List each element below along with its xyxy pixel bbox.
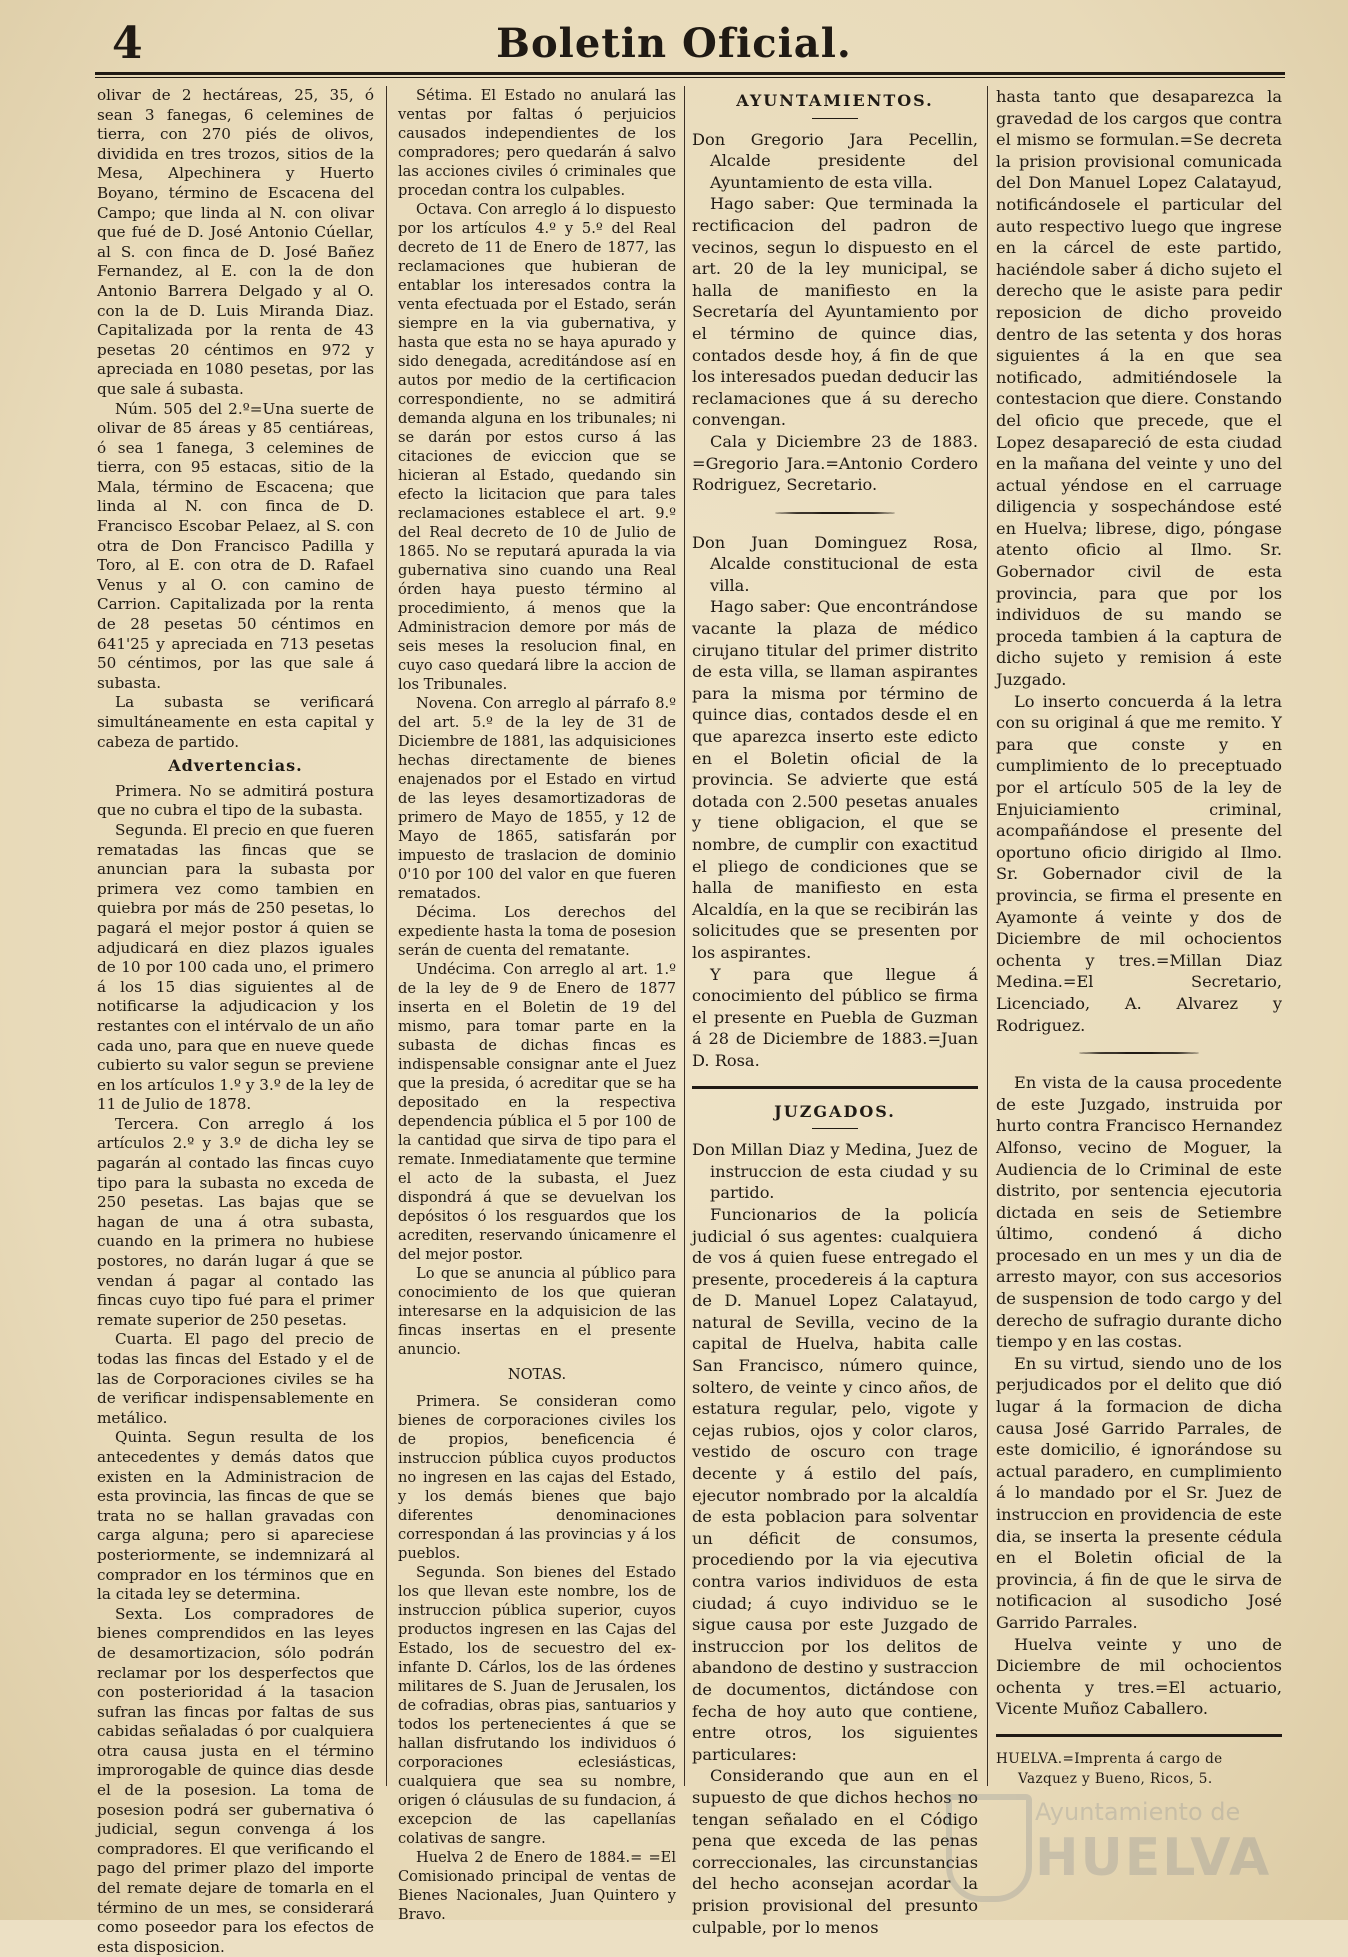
column-2 <box>398 86 676 1923</box>
edict-signature: Lo inserto concuerda á la letra con su original á que me remito. Y para que conste y en cumplimiento de lo preceptuado por el artículo 505 de la ley de Enjuiciamiento criminal, acompañándose el presente del oportuno oficio dirigido al Ilmo. Sr. Gobernador civil de la provincia, se firma el presente en Ayamonte á veinte y dos de Diciembre de mil ochocientos ochenta y tres.=Millan Diaz Medina.=El Secretario, Licenciado, A. Alvarez y Rodriguez. <box>996 691 1282 1035</box>
watermark-line: HUELVA <box>1035 1828 1272 1888</box>
column-3 <box>692 86 978 1937</box>
advertencia-item: Tercera. Con arreglo á los artículos 2.º y 3.º de dicha ley se pagarán al contado las fincas cuyo tipo para la subasta no exceda de 250 pesetas. Las bajas que se hagan de una á otra subasta, cuando en la primera no hubiese postores, no darán lugar á que se vendan á pagar al contado las fincas cuyo tipo fué para el primer remate superior de 250 pesetas. <box>97 1114 374 1329</box>
edict-body: Considerando que aun en el supuesto de que dichos hechos no tengan señalado en el Código pena que exceda de las penas correccionales, las circunstancias del hecho aconsejan acordar la prision provisional del presunto culpable, por lo menos <box>692 1766 978 1937</box>
page-title: Boletin Oficial. <box>496 20 852 67</box>
edict-signature: Cala y Diciembre 23 de 1883. =Gregorio Jara.=Antonio Cordero Rodriguez, Secretario. <box>692 431 978 495</box>
page-number: 4 <box>112 18 143 69</box>
edict-signature: Y para que llegue á conocimiento del público se firma el presente en Puebla de Guzman á 28 de Diciembre de 1883.=Juan D. Rosa. <box>692 964 978 1070</box>
edict-intro: Don Juan Dominguez Rosa, Alcalde constitucional de esta villa. <box>692 532 978 595</box>
advertencia-item: Cuarta. El pago del precio de todas las fincas del Estado y el de las de Corporaciones civiles se ha de verificar indispensablemente en metálico. <box>97 1330 374 1427</box>
nota-item: Segunda. Son bienes del Estado los que llevan este nombre, los de instruccion pública superior, cuyos productos ingresen en las Cajas del Estado, los de secuestro del ex-infante D. Cárlos, los de las órdenes militares de S. Juan de Jerusalen, los de cofradias, obras pias, santuarios y todos los pertenecientes á que se hallan disfrutando los individuos ó corporaciones eclesiásticas, cualquiera que sea su nombre, origen ó cláusulas de su fundacion, á excepcion de las capellanías colativas de sangre. <box>398 1564 676 1847</box>
section-separator <box>1079 1052 1199 1054</box>
advertencia-item: Primera. No se admitirá postura que no cubra el tipo de la subasta. <box>97 781 374 820</box>
watermark-line: Ayuntamiento de <box>1035 1798 1241 1826</box>
edict-body: Hago saber: Que terminada la rectificacion del padron de vecinos, segun lo dispuesto en el art. 20 de la ley municipal, se halla de manifiesto en la Secretaría del Ayuntamiento por el término de quince dias, contados desde hoy, á fin de que los interesados puedan deducir las reclamaciones que á su derecho convengan. <box>692 194 978 430</box>
edict-body: En su virtud, siendo uno de los perjudicados por el delito que dió lugar á la formacion de dicha causa José Garrido Parrales, de este domicilio, é ignorándose su actual paradero, en cumplimiento á lo mandado por el Sr. Juez de instruccion en providencia de este dia, se inserta la presente cédula en el Boletin oficial de la provincia, á fin de que le sirva de notificacion al susodicho José Garrido Parrales. <box>996 1353 1282 1632</box>
header-rule <box>95 72 1285 78</box>
column-4 <box>996 86 1282 1806</box>
advertencia-item: Quinta. Segun resulta de los antecedentes y demás datos que existen en la Administracion de esta provincia, las fincas de que se trata no se hallan gravadas con carga alguna; pero si apareciese posteriormente, se indemnizará al comprador en los términos que en la citada ley se determina. <box>97 1428 374 1604</box>
section-separator <box>775 512 895 514</box>
advertencia-item: Novena. Con arreglo al párrafo 8.º del art. 5.º de la ley de 31 de Diciembre de 1881, las adquisiciones hechas directamente de bienes enajenados por el Estado en virtud de las leyes desamortizadoras de primero de Mayo de 1855, y 12 de Mayo de 1865, satisfarán por impuesto de traslacion de dominio 0'10 por 100 del valor en que fueren rematados. <box>398 695 676 902</box>
imprint-line: HUELVA.=Imprenta á cargo de <box>996 1750 1223 1767</box>
column-divider <box>386 86 387 1786</box>
edict-intro: Don Millan Diaz y Medina, Juez de instruccion de esta ciudad y su partido. <box>692 1140 978 1203</box>
heading-rule <box>812 1128 858 1129</box>
edict-body: Funcionarios de la policía judicial ó sus agentes: cualquiera de vos á quien fuese entregado el presente, procedereis á la captura de D. Manuel Lopez Calatayud, natural de Sevilla, vecino de la capital de Huelva, habita calle San Francisco, número quince, soltero, de veinte y cinco años, de estatura regular, pelo, vigote y cejas rubios, ojos y color claros, vestido de oscuro con trage decente y á estilo del país, ejecutor nombrado por la alcaldía de esta poblacion para solventar un déficit de consumos, procediendo por la via ejecutiva contra varios individuos de esta ciudad; á cuyo individuo se le sigue causa por este Juzgado de instruccion por los delitos de abandono de destino y sustraccion de documentos, dictándose con fecha de hoy auto que contiene, entre otros, los siguientes particulares: <box>692 1204 978 1764</box>
heading-rule <box>812 118 858 119</box>
edict-body: hasta tanto que desaparezca la gravedad de los cargos que contra el mismo se formulan.=Se decreta la prision provisional comunicada del Don Manuel Lopez Calatayud, notificándosele el particular del auto respectivo luego que ingrese en la cárcel de este partido, haciéndole saber á dicho sujeto el derecho que le asiste para pedir reposicion de dicho proveido dentro de las setenta y dos horas siguientes á la en que sea notificado, admitiéndosele la contestacion que diere. Constando del oficio que precede, que el Lopez desapareció de esta ciudad en la mañana del veinte y uno del actual yéndose en el carruage diligencia y sospechándose esté en Huelva; librese, digo, póngase atento oficio al Ilmo. Sr. Gobernador civil de esta provincia, para que por los individuos de su mando se proceda tambien á la captura de dicho sujeto y remision á este Juzgado. <box>996 87 1282 690</box>
ayuntamientos-heading: AYUNTAMIENTOS. <box>736 91 934 110</box>
imprint-rule <box>996 1734 1282 1737</box>
column-divider <box>987 86 988 1786</box>
advertencia-item: Segunda. El precio en que fueren rematadas las fincas que se anuncian para la subasta por primera vez como tambien en quiebra por más de 250 pesetas, lo pagará el mejor postor á quien se adjudicará en diez plazos iguales de 10 por 100 cada uno, el primero á los 15 dias siguientes al de notificarse la adjudicacion y los restantes con el intérvalo de un año cada uno, para que en nueve quede cubierto su valor segun se previene en los artículos 1.º y 3.º de la ley de 11 de Julio de 1878. <box>97 820 374 1114</box>
edict-body: Hago saber: Que encontrándose vacante la plaza de médico cirujano titular del primer distrito de esta villa, se llaman aspirantes para la misma por término de quince dias, contados desde el en que aparezca inserto este edicto en el Boletin oficial de la provincia. Se advierte que está dotada con 2.500 pesetas anuales y tiene obligacion, el que se nombre, de cumplir con exactitud el pliego de condiciones que se halla de manifiesto en esta Alcaldía, en la que se recibirán las solicitudes que se presenten por los aspirantes. <box>692 597 978 962</box>
imprint-line: Vazquez y Bueno, Ricos, 5. <box>1018 1770 1213 1787</box>
advertencia-item: Lo que se anuncia al público para conocimiento de los que quieran interesarse en la adquisicion de las fincas insertas en el presente anuncio. <box>398 1265 676 1358</box>
advertencia-item: Décima. Los derechos del expediente hasta la toma de posesion serán de cuenta del rematante. <box>398 904 676 959</box>
notas-heading: NOTAS. <box>507 1366 567 1383</box>
advertencia-item: Undécima. Con arreglo al art. 1.º de la ley de 9 de Enero de 1877 inserta en el Boletin de 19 del mismo, para tomar parte en la subasta de dichas fincas es indispensable consignar ante el Juez que la presida, ó acreditar que se ha depositado en la respectiva dependencia pública el 5 por 100 de la cantidad que sirva de tipo para el remate. Inmediatamente que termine el acto de la subasta, el Juez dispondrá á que se devuelvan los depósitos ó los resguardos que los acrediten, reservando únicamenre el del mejor postor. <box>398 961 676 1263</box>
edict-intro: Don Gregorio Jara Pecellin, Alcalde presidente del Ayuntamiento de esta villa. <box>692 129 978 192</box>
printer-imprint <box>996 1749 1282 1789</box>
column-divider <box>684 86 685 1786</box>
subasta-paragraph: olivar de 2 hectáreas, 25, 35, ó sean 3 fanegas, 6 celemines de tierra, con 270 piés de olivos, dividida en tres trozos, sitios de la Mesa, Alpechinera y Huerto Boyano, término de Escacena del Campo; que linda al N. con olivar que fué de D. José Antonio Cúellar, al S. con finca de D. José Bañez Fernandez, al E. con la de don Antonio Barrera Delgado y al O. con la de D. Luis Miranda Diaz. Capitalizada por la renta de 43 pesetas 20 céntimos en 972 y apreciada en 1080 pesetas, por las que sale á subasta. <box>97 86 374 398</box>
subasta-paragraph: Núm. 505 del 2.º=Una suerte de olivar de 85 áreas y 85 centiáreas, ó sea 1 fanega, 3 celemines de tierra, con 95 estacas, sitio de la Mala, término de Escacena; que linda al N. con finca de D. Francisco Escobar Pelaez, al S. con otra de Don Francisco Padilla y Toro, al E. con otra de D. Rafael Venus y al O. con camino de Carrion. Capitalizada por la renta de 28 pesetas 50 céntimos en 641'25 y apreciada en 713 pesetas 50 céntimos, por las que sale á subasta. <box>97 399 374 692</box>
edict-body: En vista de la causa procedente de este Juzgado, instruida por hurto contra Francisco Hernandez Alfonso, vecino de Moguer, la Audiencia de lo Criminal de este distrito, por sentencia ejecutoria dictada en seis de Setiembre último, condenó á dicho procesado en un mes y un dia de arresto mayor, con sus accesorios de suspension de todo cargo y del derecho de sufragio durante dicho tiempo y en las costas. <box>996 1073 1282 1352</box>
shield-icon <box>946 1794 1032 1902</box>
advertencia-item: Sétima. El Estado no anulará las ventas por faltas ó perjuicios causados independientes de los compradores; pero quedarán á salvo las acciones civiles ó criminales que procedan contra los culpables. <box>398 87 676 199</box>
archive-watermark <box>940 1790 1270 1900</box>
page-header <box>0 0 1348 90</box>
nota-signature: Huelva 2 de Enero de 1884.= =El Comisionado principal de ventas de Bienes Nacionales, Juan Quintero y Bravo. <box>398 1849 676 1923</box>
advertencia-item: Sexta. Los compradores de bienes comprendidos en las leyes de desamortizacion, sólo podrán reclamar por los desperfectos que con posterioridad á la tasacion sufran las fincas por faltas de sus cabidas señaladas ó por cualquiera otra causa justa en el término improrogable de quince dias desde el de la posesion. La toma de posesion podrá ser gubernativa ó judicial, segun convenga á los compradores. El que verificando el pago del primer plazo del importe del remate dejare de tomarla en el término de un mes, se considerará como poseedor para los efectos de esta disposicion. <box>97 1604 374 1956</box>
advertencias-heading: Advertencias. <box>168 756 303 776</box>
advertencia-item: Octava. Con arreglo á lo dispuesto por los artículos 4.º y 5.º del Real decreto de 11 de Enero de 1877, las reclamaciones que hubieran de entablar los interesados contra la venta efectuada por el Estado, serán siempre en la via gubernativa, y hasta que esta no se haya apurado y sido denegada, acreditándose así en autos por medio de la certificacion correspondiente, no se admitirá demanda alguna en los tribunales; ni se darán por estos curso á las citaciones de eviccion que se hicieran al Estado, quedando sin efecto la licitacion que para tales reclamaciones establece el art. 9.º del Real decreto de 10 de Julio de 1865. No se reputará apurada la via gubernativa sino cuando una Real órden haya puesto término al procedimiento, á menos que la Administracion demore por más de seis meses la resolucion final, en cuyo caso quedará libre la accion de los Tribunales. <box>398 201 676 693</box>
nota-item: Primera. Se consideran como bienes de corporaciones civiles los de propios, beneficencia é instruccion pública cuyos productos no ingresen en las cajas del Estado, y los demás bienes que bajo diferentes denominaciones correspondan á las provincias y á los pueblos. <box>398 1393 676 1562</box>
column-1 <box>97 86 374 1956</box>
juzgados-heading: JUZGADOS. <box>774 1101 896 1121</box>
edict-signature: Huelva veinte y uno de Diciembre de mil ochocientos ochenta y tres.=El actuario, Vicente Muñoz Caballero. <box>996 1634 1282 1719</box>
subasta-paragraph: La subasta se verificará simultáneamente en esta capital y cabeza de partido. <box>97 693 374 751</box>
section-rule <box>692 1086 978 1089</box>
